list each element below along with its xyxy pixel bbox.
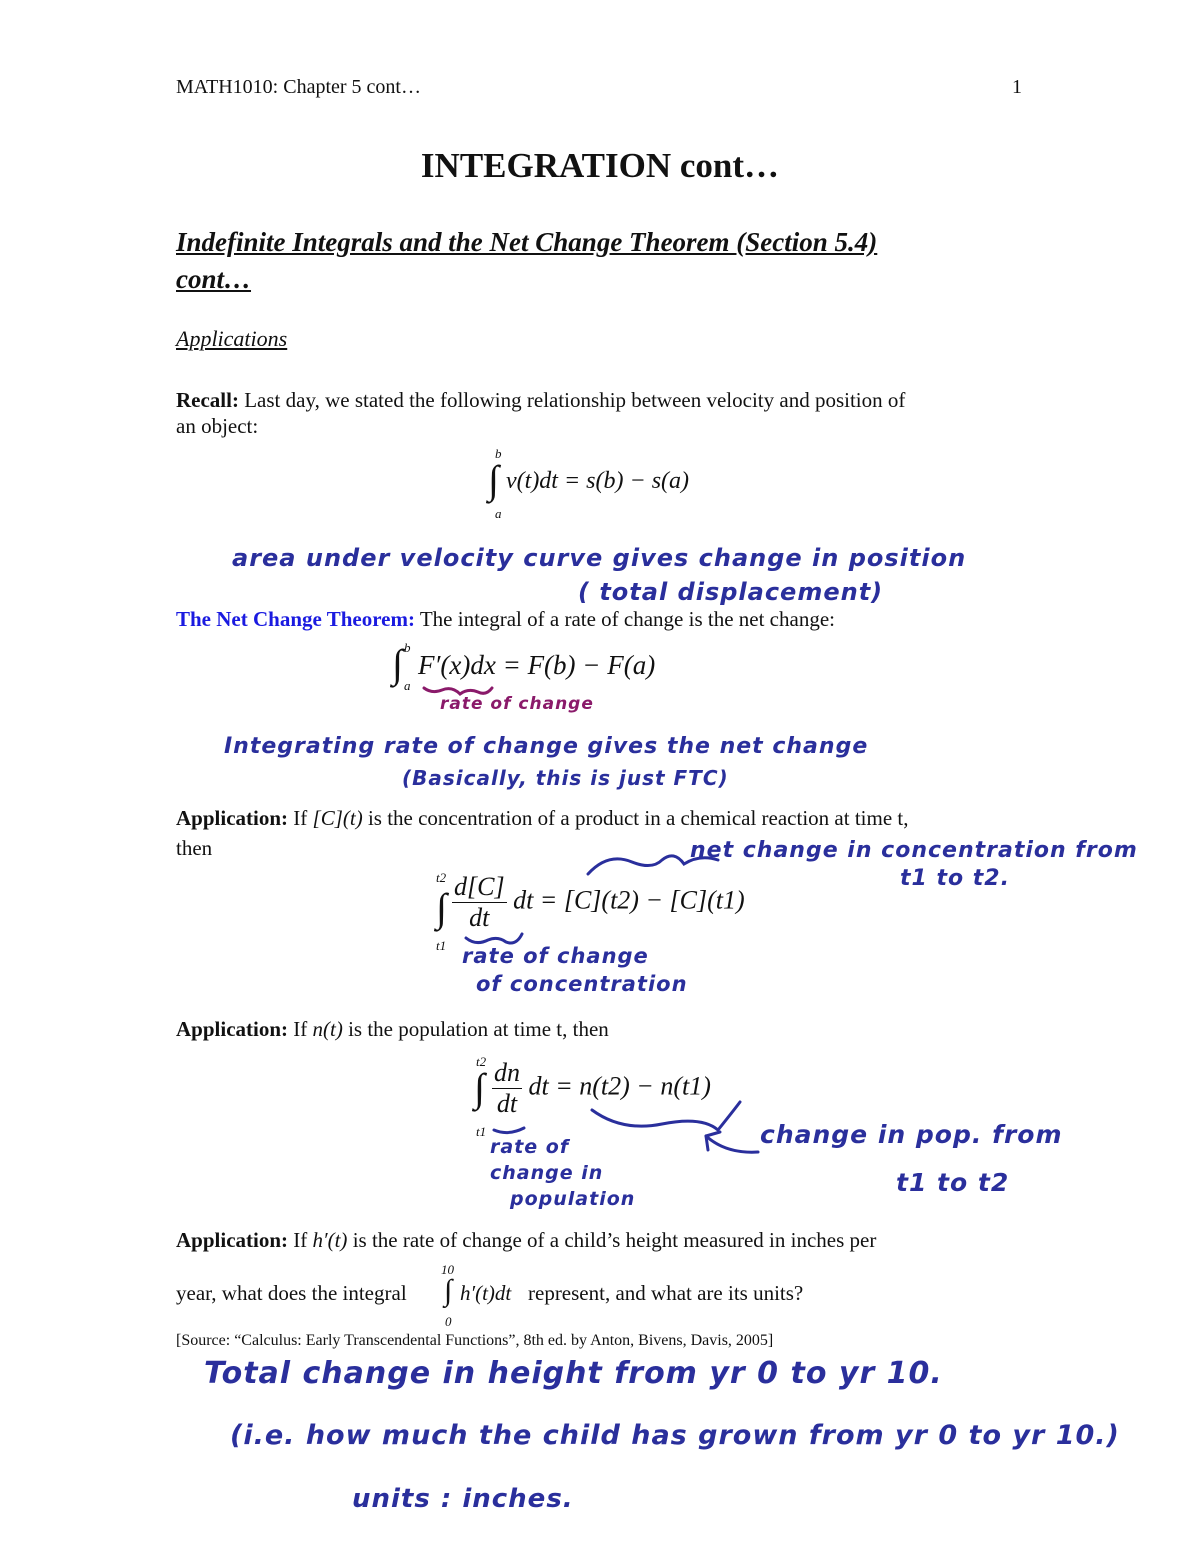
handwritten-note-ftc: (Basically, this is just FTC) — [402, 766, 729, 790]
app1-numerator: d[C] — [454, 872, 505, 901]
application-1-then: then — [176, 836, 213, 860]
handwritten-note-rate-of-change: rate of change — [440, 694, 594, 714]
app2-lower-limit: t1 — [476, 1124, 487, 1139]
app2-numerator: dn — [494, 1058, 520, 1087]
app1-rhs: dt = [C](t2) − [C](t1) — [513, 885, 745, 915]
population-variable: n(t) — [312, 1017, 343, 1041]
handwritten-note-rate-of: rate of — [490, 1136, 570, 1158]
application-text-pre: If — [293, 806, 308, 830]
app3-integrand: h′(t)dt — [460, 1281, 512, 1305]
recall-upper-limit: b — [495, 446, 502, 461]
handwritten-answer-line2: (i.e. how much the child has grown from yr 0 to yr 10.) — [230, 1420, 1120, 1451]
application-3-question-post: represent, and what are its units? — [528, 1281, 804, 1305]
application-label: Application: — [176, 1228, 289, 1252]
handwritten-note-t1-to-t2: t1 to t2 — [896, 1168, 1010, 1197]
underline-dt-population — [494, 1128, 524, 1133]
handwritten-note-integrating: Integrating rate of change gives the net change — [224, 734, 869, 759]
application-text: is the population at time t, then — [348, 1017, 609, 1041]
app1-lower-limit: t1 — [436, 938, 447, 953]
handwritten-note-rate-of-change-c: rate of change — [462, 944, 649, 968]
underbrace-dt — [466, 934, 522, 943]
height-rate-variable: h′(t) — [312, 1228, 348, 1252]
handwritten-answer-units: units : inches. — [352, 1484, 574, 1514]
page-number: 1 — [1012, 76, 1022, 98]
section-heading: Indefinite Integrals and the Net Change Theorem (Section 5.4) — [176, 227, 878, 257]
concentration-variable: [C](t) — [312, 806, 363, 830]
application-label: Application: — [176, 806, 289, 830]
handwritten-note-net-change-concentration: net change in concentration from — [690, 838, 1138, 863]
source-citation: [Source: “Calculus: Early Transcendental Functions”, 8th ed. by Anton, Bivens, Davis, 2005] — [176, 1332, 774, 1349]
recall-label: Recall: — [176, 388, 239, 412]
handwritten-note-change-in: change in — [490, 1162, 604, 1184]
recall-text-cont: an object: — [176, 414, 259, 438]
app3-upper-limit: 10 — [441, 1262, 454, 1277]
net-change-text: The integral of a rate of change is the net change: — [419, 607, 835, 631]
arrow-icon — [706, 1136, 758, 1152]
integral-sign: ∫ — [444, 1274, 453, 1307]
handwritten-note-displacement: ( total displacement) — [578, 578, 884, 606]
app2-denominator: dt — [496, 1089, 518, 1118]
integral-sign: ∫ — [392, 641, 403, 686]
application-text-pre: If — [293, 1228, 308, 1252]
page-title: INTEGRATION cont… — [420, 146, 780, 185]
handwritten-note-population: population — [510, 1188, 636, 1210]
handwritten-note-change-in-pop: change in pop. from — [760, 1120, 1063, 1149]
ntc-lower-limit: a — [404, 678, 411, 693]
handwritten-note-area: area under velocity curve gives change in position — [232, 544, 967, 572]
handwritten-note-of-concentration: of concentration — [476, 972, 688, 996]
application-label: Application: — [176, 1017, 289, 1041]
app1-denominator: dt — [469, 903, 490, 932]
app3-lower-limit: 0 — [445, 1314, 452, 1329]
handwritten-note-t1-t2: t1 to t2. — [900, 866, 1010, 891]
net-change-equation: F′(x)dx = F(b) − F(a) — [418, 650, 656, 680]
integral-sign: ∫ — [474, 1065, 485, 1110]
app1-upper-limit: t2 — [436, 870, 447, 885]
application-text: is the concentration of a product in a chemical reaction at time t, — [367, 806, 909, 830]
recall-lower-limit: a — [495, 506, 502, 521]
handwritten-answer-line1: Total change in height from yr 0 to yr 10. — [204, 1356, 943, 1391]
application-3-question-pre: year, what does the integral — [176, 1281, 407, 1305]
running-header: MATH1010: Chapter 5 cont… — [176, 76, 421, 98]
net-change-label: The Net Change Theorem: — [176, 607, 415, 631]
integral-sign: ∫ — [488, 457, 499, 502]
recall-text: Last day, we stated the following relationship between velocity and position of — [244, 388, 906, 412]
ntc-upper-limit: b — [404, 640, 411, 655]
app2-upper-limit: t2 — [476, 1054, 487, 1069]
brace-net-change — [588, 856, 718, 874]
underbrace-rate-of-change — [424, 688, 492, 694]
recall-equation: v(t)dt = s(b) − s(a) — [506, 468, 690, 494]
subsection-heading: Applications — [176, 326, 288, 351]
app2-rhs: dt = n(t2) − n(t1) — [528, 1071, 711, 1101]
section-heading-cont: cont… — [176, 264, 252, 294]
integral-sign: ∫ — [436, 885, 447, 930]
application-text: is the rate of change of a child’s height measured in inches per — [352, 1228, 877, 1252]
brace-population — [592, 1102, 740, 1130]
application-text-pre: If — [293, 1017, 308, 1041]
